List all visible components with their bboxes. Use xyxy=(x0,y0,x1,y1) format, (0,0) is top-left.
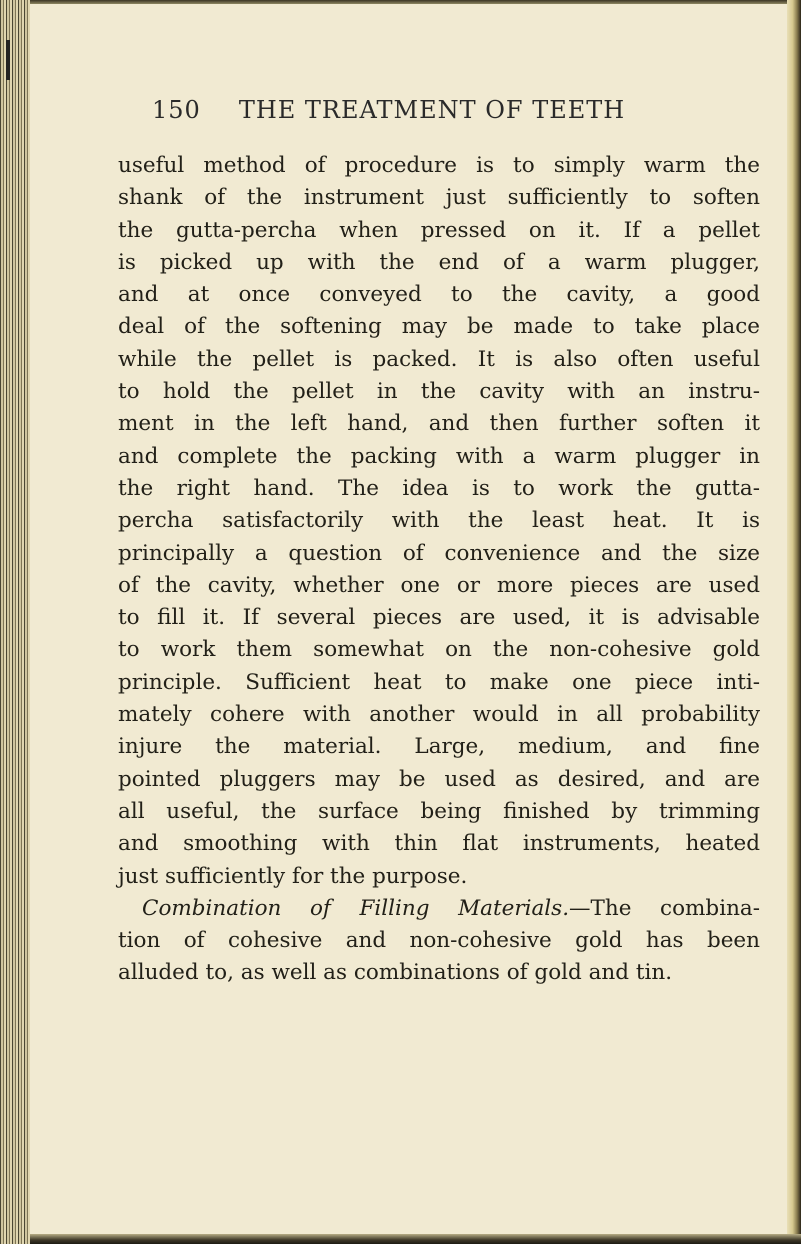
right-page-edge xyxy=(787,0,801,1244)
text-line: to work them somewhat on the non-cohesive gold xyxy=(118,637,760,663)
text-line: to hold the pellet in the cavity with an instru- xyxy=(118,379,760,405)
text-fragment: —The combina- xyxy=(569,895,760,921)
text-line: all useful, the surface being finished by trimming xyxy=(118,798,760,824)
top-edge xyxy=(0,0,801,4)
text-line: useful method of procedure is to simply warm the xyxy=(118,153,760,178)
text-line: principally a question of convenience and the size xyxy=(118,540,760,566)
text-line: is picked up with the end of a warm plugger, xyxy=(118,249,760,275)
text-line: principle. Sufficient heat to make one piece inti- xyxy=(118,669,760,695)
running-title: THE TREATMENT OF TEETH xyxy=(238,96,626,124)
text-line: and complete the packing with a warm plugger in xyxy=(118,443,760,469)
text-line: alluded to, as well as combinations of gold and tin. xyxy=(118,960,673,986)
text-line: percha satisfactorily with the least heat. It is xyxy=(118,508,760,534)
text-line: while the pellet is packed. It is also often useful xyxy=(118,346,760,372)
text-line: and at once conveyed to the cavity, a good xyxy=(118,282,760,308)
text-line: pointed pluggers may be used as desired, and are xyxy=(118,766,760,792)
section-first-line xyxy=(118,893,760,925)
text-line: injure the material. Large, medium, and fine xyxy=(118,734,760,760)
body-text xyxy=(118,150,760,990)
text-line: the right hand. The idea is to work the gutta- xyxy=(118,475,760,501)
text-line: tion of cohesive and non-cohesive gold has been xyxy=(118,928,760,954)
text-line: just sufficiently for the purpose. xyxy=(118,863,468,889)
text-line: of the cavity, whether one or more pieces are used xyxy=(118,572,760,598)
text-line: and smoothing with thin flat instruments, heated xyxy=(118,831,760,857)
text-line: to fill it. If several pieces are used, it is advisable xyxy=(118,605,760,631)
running-header xyxy=(152,96,625,124)
section-subheading: Combination of Filling Materials. xyxy=(142,895,570,921)
text-line: deal of the softening may be made to take place xyxy=(118,314,760,340)
text-line: mately cohere with another would in all probability xyxy=(118,702,760,728)
text-line: shank of the instrument just sufficiently to soften xyxy=(118,185,760,211)
left-binding-edge xyxy=(0,0,30,1244)
page-number: 150 xyxy=(152,96,201,124)
text-line: the gutta-percha when pressed on it. If a pellet xyxy=(118,217,760,243)
text-line: ment in the left hand, and then further soften it xyxy=(118,411,760,437)
bottom-edge xyxy=(30,1234,801,1244)
